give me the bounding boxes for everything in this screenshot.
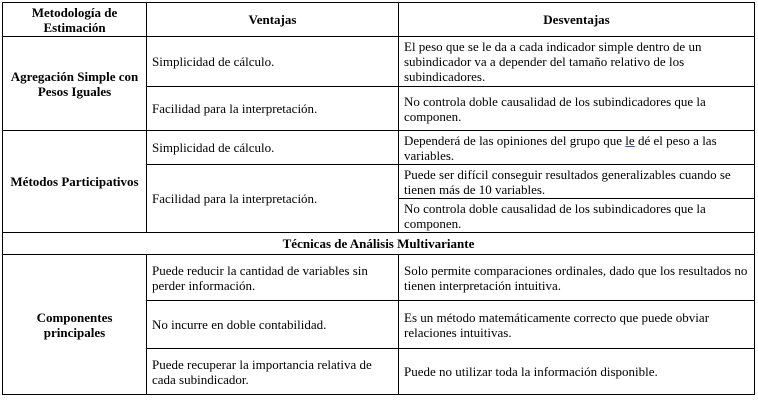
- disadvantage-cell: El peso que se le da a cada indicador simple dentro de un subindicador va a depender del tamaño relativo de los subindicadores.: [399, 37, 755, 87]
- method-cell: Agregación Simple con Pesos Iguales: [3, 37, 147, 131]
- spellcheck-marked-word: le: [625, 132, 635, 148]
- disadvantage-cell: No controla doble causalidad de los subindicadores que la componen.: [399, 87, 755, 131]
- disadvantage-cell: Puede no utilizar toda la información disponible.: [399, 349, 755, 395]
- disadvantage-cell: Es un método matemáticamente correcto que puede obviar relaciones intuitivas.: [399, 301, 755, 349]
- table-row: [3, 255, 755, 301]
- text-before: Dependerá de las opiniones del grupo que: [404, 132, 626, 148]
- header-disadvantages: Desventajas: [399, 3, 755, 37]
- text-after: dé el peso a las variables.: [404, 132, 717, 163]
- advantage-cell: Facilidad para la interpretación.: [147, 165, 399, 233]
- method-cell: Componentes principales: [3, 255, 147, 395]
- method-cell: Métodos Participativos: [3, 131, 147, 233]
- disadvantage-cell: No controla doble causalidad de los subindicadores que la componen.: [399, 199, 755, 233]
- advantage-cell: No incurre en doble contabilidad.: [147, 301, 399, 349]
- header-row: [3, 3, 755, 37]
- disadvantage-cell: Puede ser difícil conseguir resultados generalizables cuando se tienen más de 10 variables.: [399, 165, 755, 199]
- header-method: Metodología de Estimación: [3, 3, 147, 37]
- methods-comparison-table: [2, 2, 755, 395]
- advantage-cell: Simplicidad de cálculo.: [147, 37, 399, 87]
- disadvantage-cell: Solo permite comparaciones ordinales, dado que los resultados no tienen interpretación intuitiva.: [399, 255, 755, 301]
- section-title: Técnicas de Análisis Multivariante: [3, 233, 755, 255]
- advantage-cell: Facilidad para la interpretación.: [147, 87, 399, 131]
- advantage-cell: Simplicidad de cálculo.: [147, 131, 399, 165]
- disadvantage-cell: [399, 131, 755, 165]
- table-row: [3, 37, 755, 87]
- table-row: [3, 131, 755, 165]
- advantage-cell: Puede reducir la cantidad de variables sin perder información.: [147, 255, 399, 301]
- header-advantages: Ventajas: [147, 3, 399, 37]
- section-row: [3, 233, 755, 255]
- advantage-cell: Puede recuperar la importancia relativa de cada subindicador.: [147, 349, 399, 395]
